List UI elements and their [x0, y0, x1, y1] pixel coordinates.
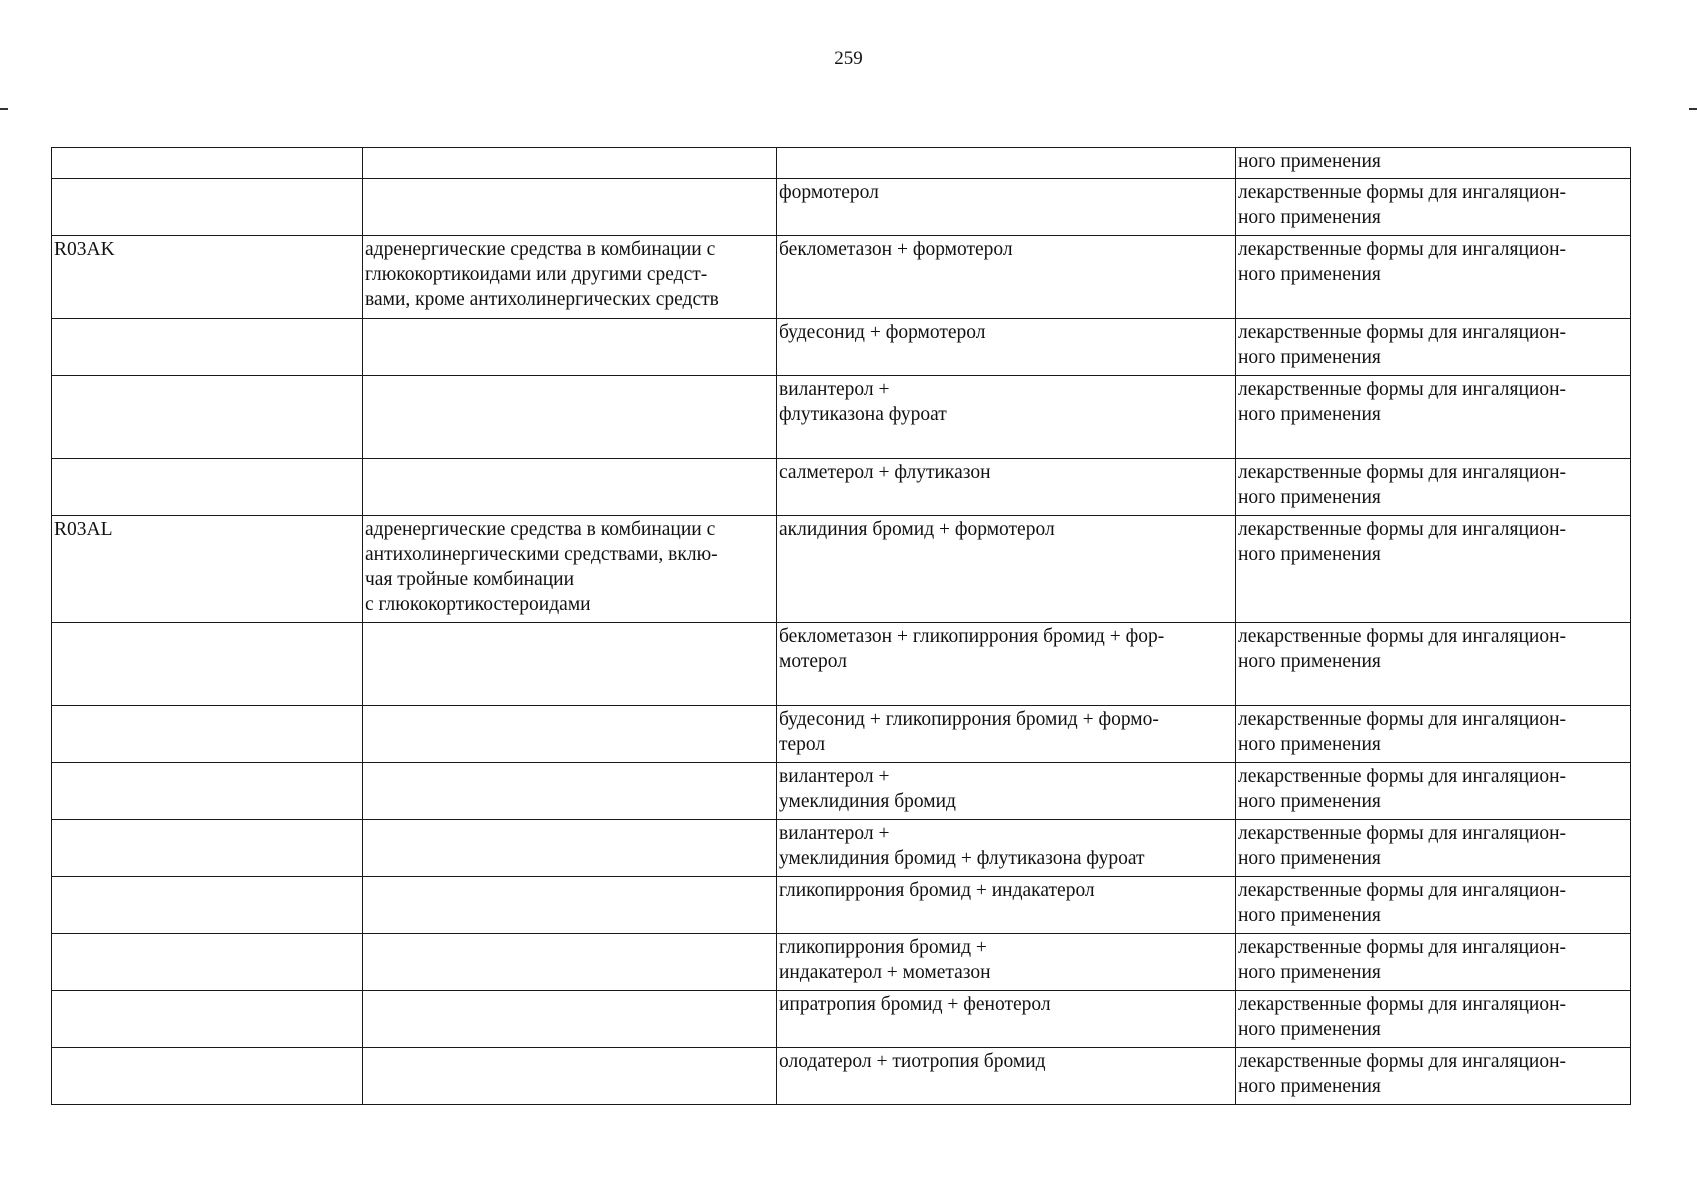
- table-row: [52, 820, 1631, 877]
- anatomical-group-cell: [363, 934, 777, 991]
- cell-text-line: ного применения: [1238, 544, 1381, 565]
- table-row: [52, 516, 1631, 623]
- cell-text-line: вилантерол +: [779, 766, 890, 787]
- atc-code-cell: [52, 459, 363, 516]
- cell-text-line: R03AK: [54, 239, 115, 260]
- table-row: [52, 706, 1631, 763]
- dosage-form-cell: [1236, 763, 1631, 820]
- anatomical-group-cell: [363, 319, 777, 376]
- dosage-form-cell: [1236, 991, 1631, 1048]
- cell-text-line: ного применения: [1238, 264, 1381, 285]
- drug-classification-table: [51, 147, 1631, 1105]
- dosage-form-cell: [1236, 877, 1631, 934]
- atc-code-cell: [52, 516, 363, 623]
- cell-text-line: олодатерол + тиотропия бромид: [779, 1051, 1046, 1072]
- cell-text-line: лекарственные формы для ингаляцион-: [1238, 239, 1566, 260]
- right-edge-mark: [1689, 108, 1697, 110]
- anatomical-group-cell: [363, 763, 777, 820]
- cell-text-line: лекарственные формы для ингаляцион-: [1238, 823, 1566, 844]
- atc-code-cell: [52, 376, 363, 459]
- cell-text-line: ипратропия бромид + фенотерол: [779, 994, 1051, 1015]
- dosage-form-cell: [1236, 319, 1631, 376]
- cell-text-line: ного применения: [1238, 651, 1381, 672]
- drug-name-cell: [777, 706, 1236, 763]
- dosage-form-cell: [1236, 376, 1631, 459]
- cell-text-line: ного применения: [1238, 791, 1381, 812]
- drug-name-cell: [777, 820, 1236, 877]
- cell-text-line: адренергические средства в комбинации с: [365, 239, 716, 260]
- cell-text-line: лекарственные формы для ингаляцион-: [1238, 519, 1566, 540]
- cell-text-line: будесонид + формотерол: [779, 322, 986, 343]
- drug-name-cell: [777, 459, 1236, 516]
- cell-text-line: формотерол: [779, 182, 879, 203]
- table-row: [52, 934, 1631, 991]
- anatomical-group-cell: [363, 459, 777, 516]
- cell-text-line: терол: [779, 734, 826, 755]
- table-row: [52, 623, 1631, 706]
- cell-text-line: лекарственные формы для ингаляцион-: [1238, 1051, 1566, 1072]
- atc-code-cell: [52, 236, 363, 319]
- cell-text-line: глюкокортикоидами или другими средст-: [365, 264, 708, 285]
- dosage-form-cell: [1236, 934, 1631, 991]
- cell-text-line: вилантерол +: [779, 379, 890, 400]
- cell-text-line: антихолинергическими средствами, вклю-: [365, 544, 718, 565]
- table-row: [52, 877, 1631, 934]
- cell-text-line: мотерол: [779, 651, 847, 672]
- cell-text-line: аклидиния бромид + формотерол: [779, 519, 1055, 540]
- atc-code-cell: [52, 877, 363, 934]
- atc-code-cell: [52, 623, 363, 706]
- cell-text-line: ного применения: [1238, 1076, 1381, 1097]
- cell-text-line: R03AL: [54, 519, 113, 540]
- cell-text-line: ного применения: [1238, 848, 1381, 869]
- cell-text-line: ного применения: [1238, 962, 1381, 983]
- cell-text-line: беклометазон + гликопиррония бромид + фор-: [779, 626, 1165, 647]
- drug-name-cell: [777, 877, 1236, 934]
- drug-name-cell: [777, 319, 1236, 376]
- atc-code-cell: [52, 991, 363, 1048]
- table-row: [52, 236, 1631, 319]
- cell-text-line: беклометазон + формотерол: [779, 239, 1013, 260]
- dosage-form-cell: [1236, 820, 1631, 877]
- anatomical-group-cell: [363, 376, 777, 459]
- anatomical-group-cell: [363, 991, 777, 1048]
- table-row: [52, 1048, 1631, 1105]
- drug-name-cell: [777, 236, 1236, 319]
- cell-text-line: лекарственные формы для ингаляцион-: [1238, 880, 1566, 901]
- anatomical-group-cell: [363, 148, 777, 179]
- dosage-form-cell: [1236, 459, 1631, 516]
- drug-name-cell: [777, 623, 1236, 706]
- cell-text-line: лекарственные формы для ингаляцион-: [1238, 709, 1566, 730]
- anatomical-group-cell: [363, 516, 777, 623]
- dosage-form-cell: [1236, 148, 1631, 179]
- table-body: [52, 148, 1631, 1105]
- cell-text-line: будесонид + гликопиррония бромид + формо-: [779, 709, 1159, 730]
- cell-text-line: ного применения: [1238, 207, 1381, 228]
- drug-name-cell: [777, 763, 1236, 820]
- cell-text-line: лекарственные формы для ингаляцион-: [1238, 626, 1566, 647]
- drug-name-cell: [777, 516, 1236, 623]
- atc-code-cell: [52, 706, 363, 763]
- cell-text-line: адренергические средства в комбинации с: [365, 519, 716, 540]
- cell-text-line: ного применения: [1238, 734, 1381, 755]
- cell-text-line: ного применения: [1238, 404, 1381, 425]
- table-row: [52, 148, 1631, 179]
- anatomical-group-cell: [363, 623, 777, 706]
- cell-text-line: индакатерол + мометазон: [779, 962, 991, 983]
- dosage-form-cell: [1236, 179, 1631, 236]
- cell-text-line: лекарственные формы для ингаляцион-: [1238, 462, 1566, 483]
- cell-text-line: лекарственные формы для ингаляцион-: [1238, 182, 1566, 203]
- anatomical-group-cell: [363, 820, 777, 877]
- cell-text-line: вами, кроме антихолинергических средств: [365, 289, 719, 310]
- cell-text-line: с глюкокортикостероидами: [365, 594, 591, 615]
- atc-code-cell: [52, 1048, 363, 1105]
- cell-text-line: лекарственные формы для ингаляцион-: [1238, 322, 1566, 343]
- dosage-form-cell: [1236, 1048, 1631, 1105]
- cell-text-line: умеклидиния бромид + флутиказона фуроат: [779, 848, 1145, 869]
- cell-text-line: чая тройные комбинации: [365, 569, 575, 590]
- dosage-form-cell: [1236, 706, 1631, 763]
- page-number: 259: [834, 48, 863, 69]
- drug-name-cell: [777, 376, 1236, 459]
- cell-text-line: ного применения: [1238, 347, 1381, 368]
- atc-code-cell: [52, 763, 363, 820]
- dosage-form-cell: [1236, 623, 1631, 706]
- table-row: [52, 991, 1631, 1048]
- table-row: [52, 319, 1631, 376]
- drug-name-cell: [777, 1048, 1236, 1105]
- table-row: [52, 763, 1631, 820]
- dosage-form-cell: [1236, 516, 1631, 623]
- drug-name-cell: [777, 991, 1236, 1048]
- cell-text-line: умеклидиния бромид: [779, 791, 956, 812]
- cell-text-line: флутиказона фуроат: [779, 404, 947, 425]
- table-row: [52, 459, 1631, 516]
- left-edge-mark: [0, 108, 8, 110]
- anatomical-group-cell: [363, 877, 777, 934]
- cell-text-line: лекарственные формы для ингаляцион-: [1238, 994, 1566, 1015]
- cell-text-line: ного применения: [1238, 905, 1381, 926]
- cell-text-line: лекарственные формы для ингаляцион-: [1238, 379, 1566, 400]
- cell-text-line: лекарственные формы для ингаляцион-: [1238, 766, 1566, 787]
- cell-text-line: лекарственные формы для ингаляцион-: [1238, 937, 1566, 958]
- atc-code-cell: [52, 179, 363, 236]
- atc-code-cell: [52, 148, 363, 179]
- cell-text-line: гликопиррония бромид + индакатерол: [779, 880, 1095, 901]
- table-row: [52, 179, 1631, 236]
- drug-name-cell: [777, 179, 1236, 236]
- atc-code-cell: [52, 934, 363, 991]
- cell-text-line: вилантерол +: [779, 823, 890, 844]
- anatomical-group-cell: [363, 179, 777, 236]
- cell-text-line: ного применения: [1238, 151, 1381, 172]
- cell-text-line: гликопиррония бромид +: [779, 937, 987, 958]
- atc-code-cell: [52, 319, 363, 376]
- cell-text-line: ного применения: [1238, 1019, 1381, 1040]
- anatomical-group-cell: [363, 706, 777, 763]
- cell-text-line: ного применения: [1238, 487, 1381, 508]
- anatomical-group-cell: [363, 236, 777, 319]
- drug-name-cell: [777, 934, 1236, 991]
- atc-code-cell: [52, 820, 363, 877]
- table-row: [52, 376, 1631, 459]
- cell-text-line: салметерол + флутиказон: [779, 462, 991, 483]
- drug-name-cell: [777, 148, 1236, 179]
- anatomical-group-cell: [363, 1048, 777, 1105]
- dosage-form-cell: [1236, 236, 1631, 319]
